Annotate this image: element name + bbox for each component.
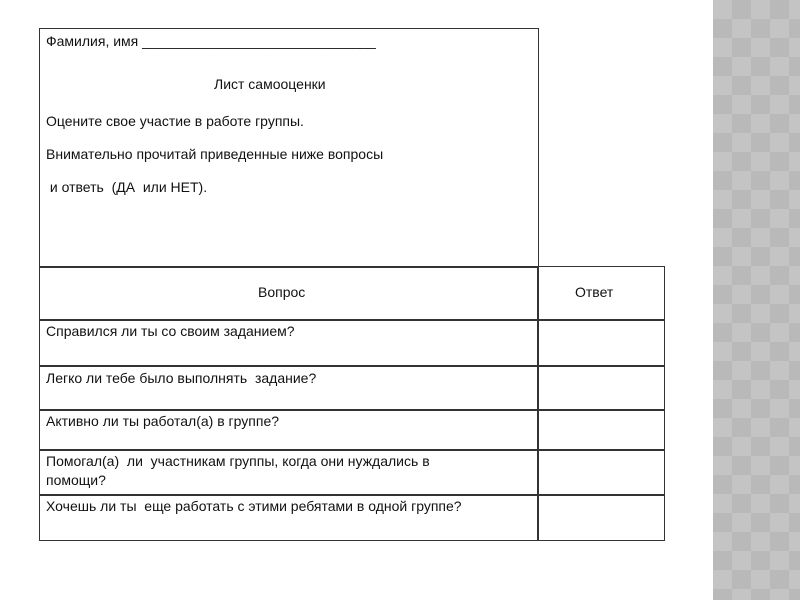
answer-cell[interactable] [537,319,665,367]
instruction-line-3: и ответь (ДА или НЕТ). [46,179,208,195]
answer-cell[interactable] [537,494,665,541]
name-field-label[interactable]: Фамилия, имя ______________________________ [46,33,376,49]
instruction-line-1: Оцените свое участие в работе группы. [46,113,304,129]
decorative-side-band [713,0,800,600]
question-text: Легко ли тебе было выполнять задание? [46,370,317,386]
header-answer: Ответ [575,284,614,300]
header-question: Вопрос [258,284,306,300]
answer-cell[interactable] [537,409,665,451]
question-text: Помогал(а) ли участникам группы, когда они нуждались в помощи? [46,453,434,488]
instruction-line-2: Внимательно прочитай приведенные ниже вопросы [46,146,384,162]
question-text: Справился ли ты со своим заданием? [46,323,295,339]
answer-cell[interactable] [537,365,665,411]
question-text: Хочешь ли ты еще работать с этими ребятами в одной группе? [46,498,462,514]
sheet-title: Лист самооценки [214,76,326,92]
answer-cell[interactable] [537,449,665,496]
question-text: Активно ли ты работал(а) в группе? [46,413,280,429]
